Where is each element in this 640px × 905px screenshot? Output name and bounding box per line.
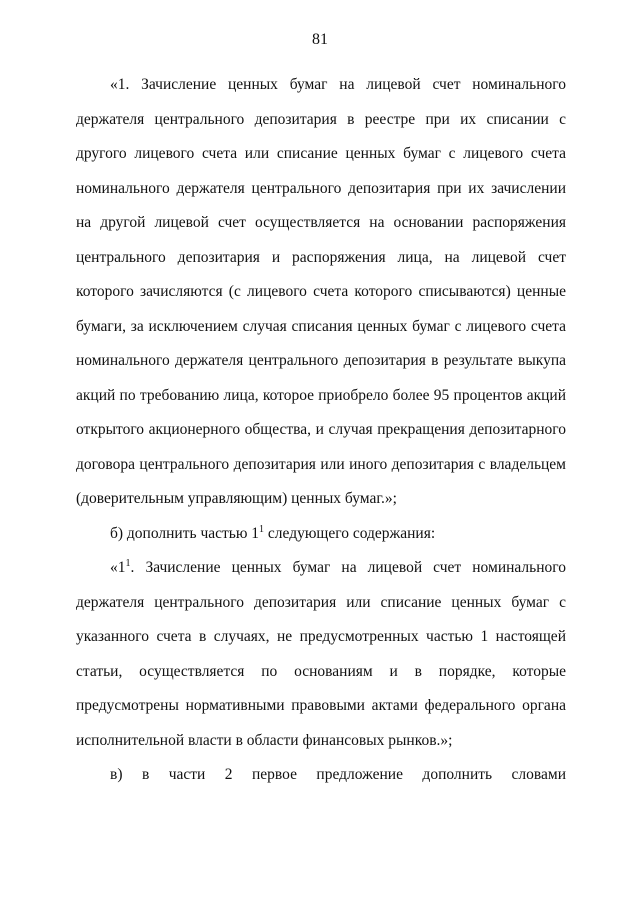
- paragraph-text: «1. Зачисление ценных бумаг на лицевой счет номинального держателя центрального депозитария в реестре при их списании с другого лицевого счета или списание ценных бумаг с лицевого счета номинального держателя центрального депозитария при их зачислении на другой лицевой счет осуществляется на основании распоряжения центрального депозитария и распоряжения лица, на лицевой счет которого зачисляются (с лицевого счета которого списываются) ценные бумаги, за исключением случая списания ценных бумаг с лицевого счета номинального держателя центрального депозитария в результате выкупа акций по требованию лица, которое приобрело более 95 процентов акций открытого акционерного общества, и случая прекращения депозитарного договора центрального депозитария или иного депозитария с владельцем (доверительным управляющим) ценных бумаг.»;: [76, 76, 566, 507]
- paragraph-text: в) в части 2 первое предложение дополнить словами: [110, 766, 566, 783]
- paragraph-article-1-1-text: [76, 551, 566, 758]
- superscript-index: 1: [259, 523, 265, 535]
- paragraph-text-after: следующего содержания:: [264, 524, 436, 542]
- paragraph-amendment-b: [76, 517, 566, 552]
- superscript-index: 1: [125, 558, 131, 569]
- paragraph-text-before: «1: [110, 559, 126, 576]
- paragraph-article-1-text: [76, 68, 566, 517]
- paragraph-text-after: . Зачисление ценных бумаг на лицевой счет номинального держателя центрального депозитария или списание ценных бумаг с указанного счета в случаях, не предусмотренных частью 1 настоящей статьи, осуществляется по основаниям и в порядке, которые предусмотрены нормативными правовыми актами федерального органа исполнительной власти в области финансовых рынков.»;: [76, 559, 566, 749]
- document-body: [76, 68, 566, 793]
- paragraph-amendment-v: [76, 758, 566, 793]
- paragraph-text-before: б) дополнить частью 1: [110, 524, 260, 542]
- page-number: 81: [312, 31, 328, 48]
